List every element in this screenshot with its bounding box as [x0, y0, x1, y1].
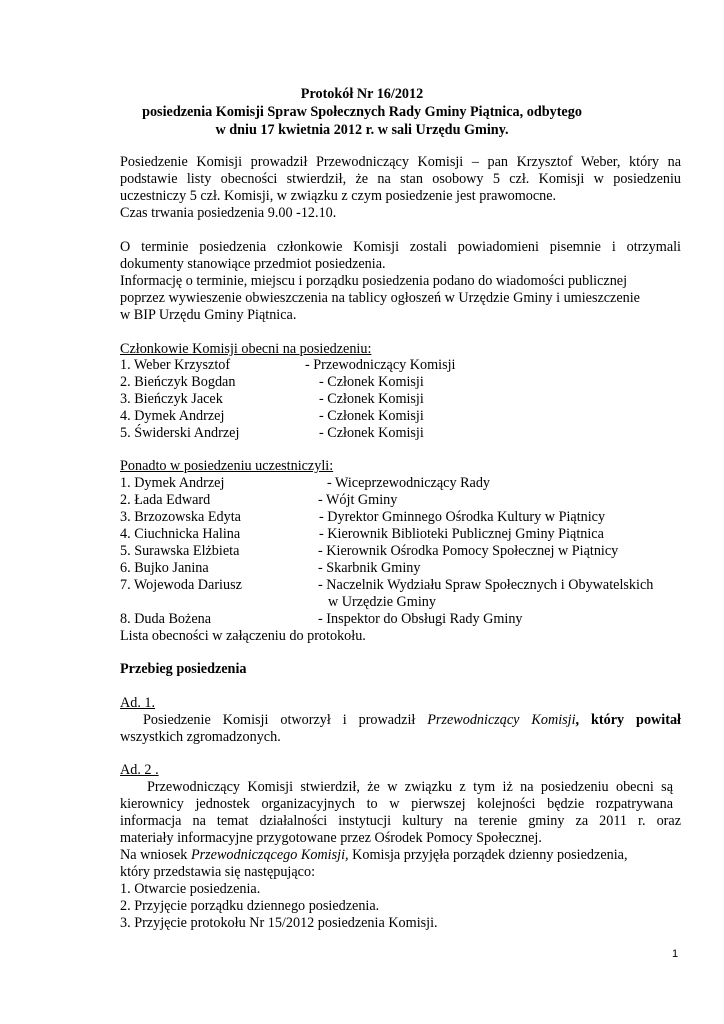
ad2-motion: Na wniosek Przewodniczącego Komisji, Komisja przyjęła porządek dzienny posiedzenia, [120, 847, 628, 863]
guest-role: - Kierownik Biblioteki Publicznej Gminy Piątnica [319, 526, 604, 542]
guest-name: 8. Duda Bożena [120, 611, 212, 627]
guest-name: 5. Surawska Elżbieta [120, 543, 240, 559]
members-heading: Członkowie Komisji obecni na posiedzeniu: [120, 341, 372, 357]
protocol-subtitle-1: posiedzenia Komisji Spraw Społecznych Rady Gminy Piątnica, odbytego [142, 104, 582, 120]
notice-line-1: O terminie posiedzenia członkowie Komisji zostali powiadomieni pisemnie i otrzymali [120, 239, 681, 255]
member-name: 3. Bieńczyk Jacek [120, 391, 223, 407]
agenda-item: 1. Otwarcie posiedzenia. [120, 881, 261, 897]
protocol-title: Protokół Nr 16/2012 [300, 86, 424, 102]
member-name: 4. Dymek Andrzej [120, 408, 225, 424]
guest-role: - Inspektor do Obsługi Rady Gminy [318, 611, 523, 627]
intro-line-3: uczestniczy 5 czł. Komisji, w związku z czym posiedzenie jest prawomocne. [120, 188, 557, 204]
member-role: - Członek Komisji [319, 391, 424, 407]
notice-line-3: Informację o terminie, miejscu i porządku posiedzenia podano do wiadomości publicznej [120, 273, 628, 289]
ad1-line-1: Posiedzenie Komisji otworzył i prowadził Przewodniczący Komisji, który powitał [143, 712, 681, 728]
agenda-item: 2. Przyjęcie porządku dziennego posiedzenia. [120, 898, 380, 914]
ad1-line-2: wszystkich zgromadzonych. [120, 729, 281, 745]
member-role: - Członek Komisji [319, 408, 424, 424]
notice-line-4: poprzez wywieszenie obwieszczenia na tablicy ogłoszeń w Urzędzie Gminy i umieszczenie [120, 290, 640, 306]
member-name: 2. Bieńczyk Bogdan [120, 374, 236, 390]
member-role: - Członek Komisji [319, 374, 424, 390]
proceedings-heading: Przebieg posiedzenia [120, 661, 247, 677]
ad2-label: Ad. 2 . [120, 762, 159, 778]
member-name: 5. Świderski Andrzej [120, 425, 240, 441]
intro-line-2: podstawie listy obecności stwierdził, że na stan osobowy 5 czł. Komisji w posiedzeniu [120, 171, 681, 187]
ad2-line-2: kierownicy jednostek organizacyjnych to w pierwszej kolejności będzie rozpatrywana [120, 796, 673, 812]
guests-heading: Ponadto w posiedzeniu uczestniczyli: [120, 458, 334, 474]
guest-role: - Wójt Gminy [318, 492, 398, 508]
guest-name: 3. Brzozowska Edyta [120, 509, 241, 525]
intro-line-1: Posiedzenie Komisji prowadził Przewodniczący Komisji – pan Krzysztof Weber, który na [120, 154, 681, 170]
attendance-note: Lista obecności w załączeniu do protokołu. [120, 628, 366, 644]
agenda-item: 3. Przyjęcie protokołu Nr 15/2012 posiedzenia Komisji. [120, 915, 438, 931]
ad2-line-3: informacja na temat działalności instytucji kultury na terenie gminy za 2011 r. oraz [120, 813, 681, 829]
guest-role: - Skarbnik Gminy [318, 560, 421, 576]
member-role: - Przewodniczący Komisji [305, 357, 456, 373]
ad2-line-1: Przewodniczący Komisji stwierdził, że w związku z tym iż na posiedzeniu obecni są [147, 779, 673, 795]
member-name: 1. Weber Krzysztof [120, 357, 231, 373]
guest-role: - Kierownik Ośrodka Pomocy Społecznej w Piątnicy [318, 543, 619, 559]
protocol-subtitle-2: w dniu 17 kwietnia 2012 r. w sali Urzędu Gminy. [215, 122, 509, 138]
guest-role: - Naczelnik Wydziału Spraw Społecznych i Obywatelskich [318, 577, 654, 593]
guest-name: 7. Wojewoda Dariusz [120, 577, 242, 593]
guest-role-continuation: w Urzędzie Gminy [328, 594, 436, 610]
guest-name: 4. Ciuchnicka Halina [120, 526, 241, 542]
ad1-label: Ad. 1. [120, 695, 156, 711]
guest-role: - Wiceprzewodniczący Rady [327, 475, 491, 491]
notice-line-2: dokumenty stanowiące przedmiot posiedzenia. [120, 256, 386, 272]
ad2-motion-line-2: który przedstawia się następująco: [120, 864, 316, 880]
guest-name: 2. Łada Edward [120, 492, 211, 508]
ad2-line-4: materiały informacyjne przygotowane przez Ośrodek Pomocy Społecznej. [120, 830, 542, 846]
session-duration: Czas trwania posiedzenia 9.00 -12.10. [120, 205, 337, 221]
guest-name: 1. Dymek Andrzej [120, 475, 225, 491]
guest-role: - Dyrektor Gminnego Ośrodka Kultury w Piątnicy [319, 509, 606, 525]
page-number: 1 [672, 948, 679, 960]
guest-name: 6. Bujko Janina [120, 560, 209, 576]
member-role: - Członek Komisji [319, 425, 424, 441]
notice-line-5: w BIP Urzędu Gminy Piątnica. [120, 307, 297, 323]
